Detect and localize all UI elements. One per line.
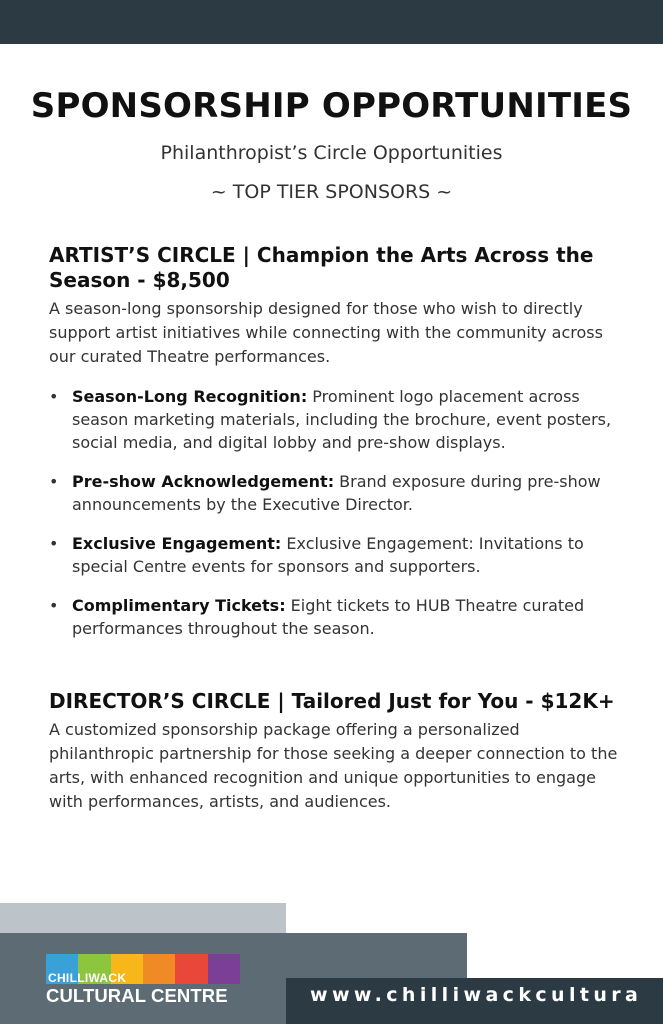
artists-circle-heading: ARTIST’S CIRCLE | Champion the Arts Across the Season - $8,500 [49, 243, 594, 292]
bullet-icon: • [49, 472, 59, 491]
logo-color-swatch [208, 954, 240, 984]
logo-text-line2: CULTURAL CENTRE [46, 985, 228, 1006]
benefit-item [49, 385, 629, 454]
tier-label: ~ TOP TIER SPONSORS ~ [210, 181, 453, 203]
page-title: SPONSORSHIP OPPORTUNITIES [30, 86, 633, 126]
benefit-item [49, 594, 629, 640]
bullet-icon: • [49, 596, 59, 615]
benefit-text: Brand exposure during pre-show announcements by the Executive Director. [72, 472, 601, 514]
logo-text-line1: CHILLIWACK [48, 971, 127, 985]
directors-circle-section [49, 689, 629, 814]
directors-circle-description: A customized sponsorship package offering a personalized philanthropic partnership for those seeking a deeper connection to the arts, with enhanced recognition and unique opportunities to engage with performances, artists, and audiences. [49, 720, 618, 811]
logo-color-swatch [143, 954, 175, 984]
directors-circle-heading: DIRECTOR’S CIRCLE | Tailored Just for You - $12K+ [49, 689, 615, 713]
benefit-text: Prominent logo placement across season marketing materials, including the brochure, event posters, social media, and digital lobby and pre-show displays. [72, 387, 612, 452]
bullet-icon: • [49, 387, 59, 406]
top-banner [0, 0, 663, 44]
benefit-item [49, 532, 629, 578]
benefit-text: Eight tickets to HUB Theatre curated performances throughout the season. [72, 596, 585, 638]
benefit-label: Complimentary Tickets: [72, 596, 286, 615]
benefit-label: Exclusive Engagement: [72, 534, 282, 553]
page-subtitle: Philanthropist’s Circle Opportunities [160, 142, 503, 164]
website-link[interactable]: www.chilliwackcultura [310, 984, 643, 1006]
benefit-label: Season-Long Recognition: [72, 387, 308, 406]
cultural-centre-logo [46, 954, 240, 1006]
benefits-list [49, 385, 629, 640]
artists-circle-section [49, 243, 629, 656]
artists-circle-description: A season-long sponsorship designed for those who wish to directly support artist initiatives while connecting with the community across our curated Theatre performances. [49, 299, 603, 366]
benefit-label: Pre-show Acknowledgement: [72, 472, 335, 491]
bullet-icon: • [49, 534, 59, 553]
benefit-text: Exclusive Engagement: Invitations to special Centre events for sponsors and supporters. [72, 534, 584, 576]
benefit-item [49, 470, 629, 516]
logo-color-swatch [175, 954, 207, 984]
